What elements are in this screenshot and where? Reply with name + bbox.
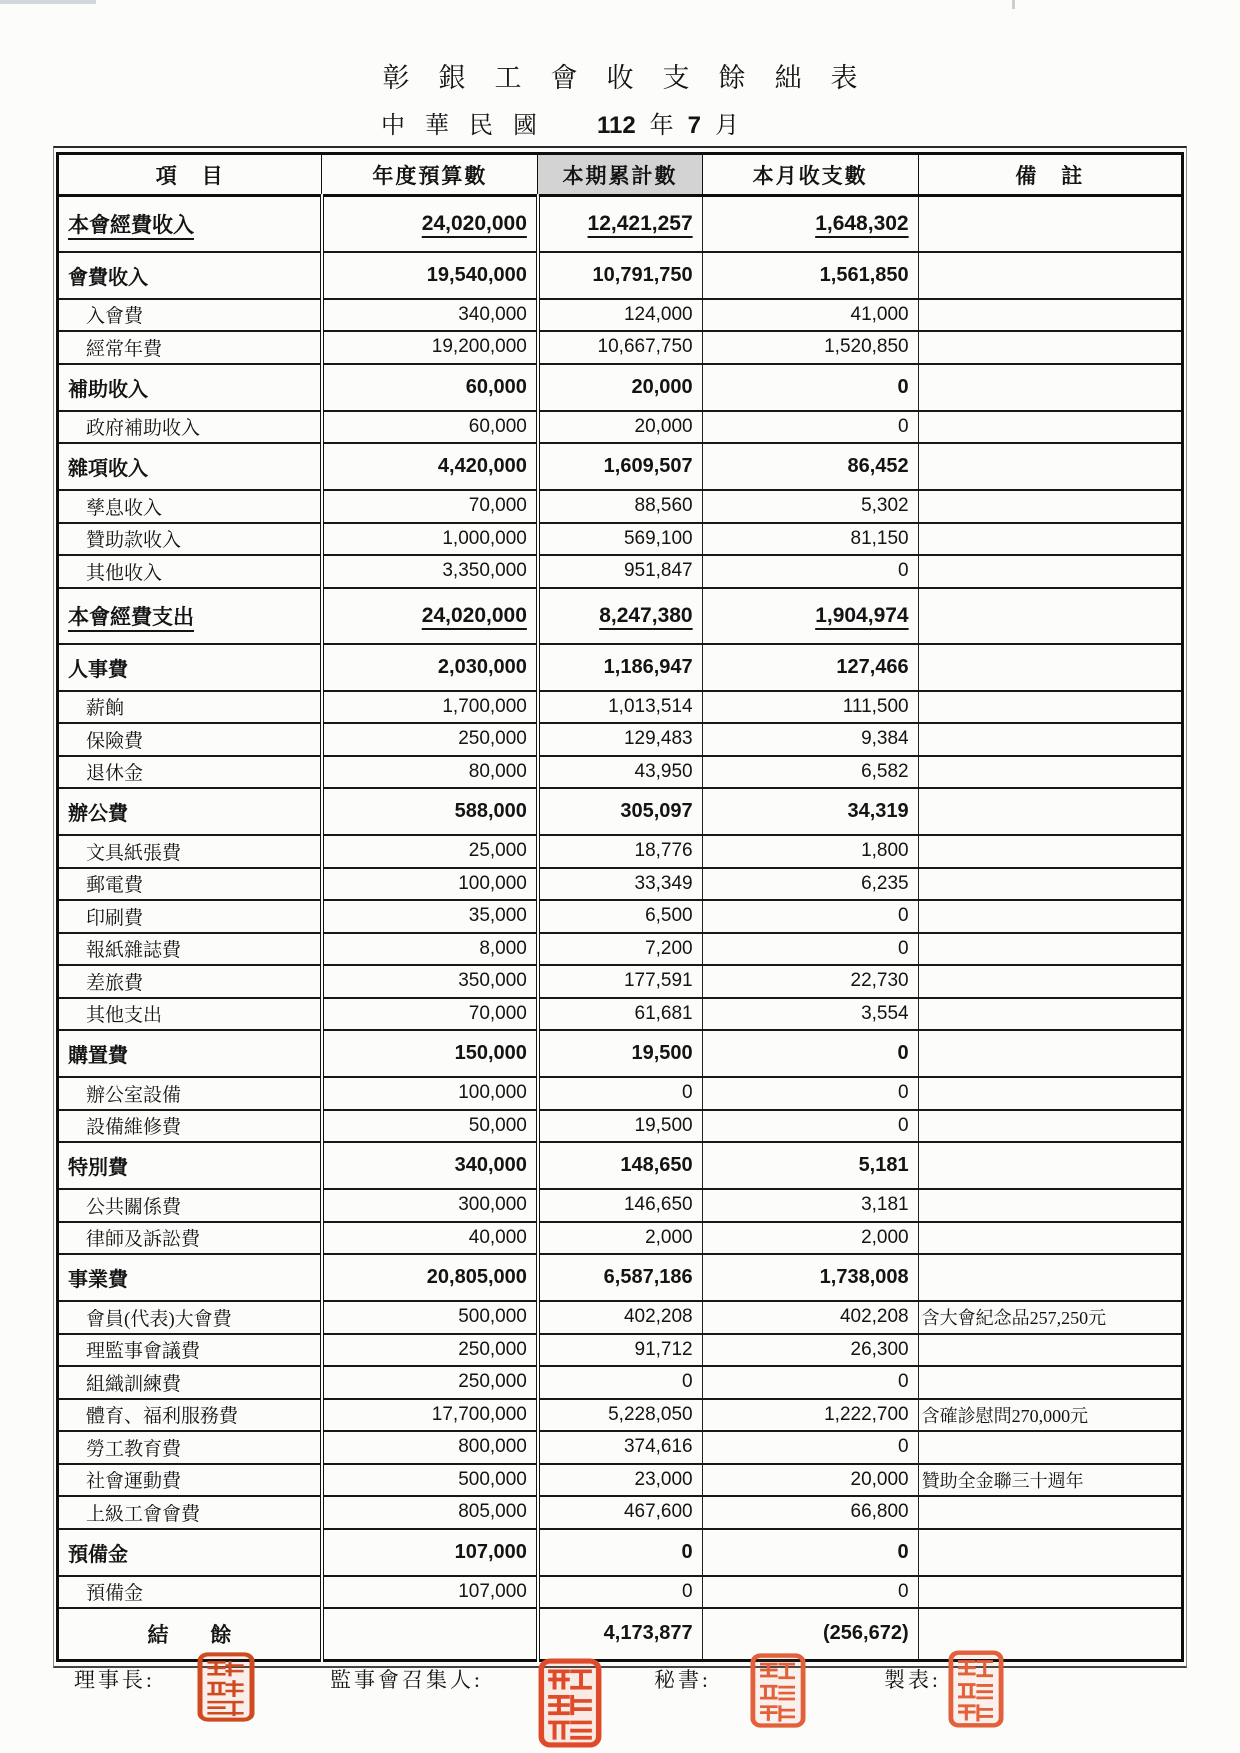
row-annual-budget: 70,000 (322, 490, 538, 523)
row-period-cumulative: 20,000 (538, 364, 702, 411)
row-month-amount: 1,520,850 (702, 331, 918, 364)
row-item-label: 印刷費 (58, 900, 322, 933)
row-item-label: 經常年費 (58, 331, 322, 364)
table-row (58, 1030, 1183, 1077)
row-annual-budget: 4,420,000 (322, 443, 538, 490)
table-row (58, 933, 1183, 966)
row-period-cumulative: 91,712 (538, 1334, 702, 1367)
table-row (58, 756, 1183, 789)
row-month-amount: 0 (702, 1529, 918, 1576)
row-period-cumulative: 10,667,750 (538, 331, 702, 364)
row-annual-budget: 60,000 (322, 411, 538, 444)
row-period-cumulative: 374,616 (538, 1431, 702, 1464)
row-month-amount: 34,319 (702, 788, 918, 835)
row-item-label: 勞工教育費 (58, 1431, 322, 1464)
row-month-amount: 0 (702, 1576, 918, 1609)
row-month-amount: 0 (702, 1077, 918, 1110)
row-remark (918, 933, 1182, 966)
row-item-label: 補助收入 (58, 364, 322, 411)
row-remark (918, 555, 1182, 588)
row-month-amount: 6,235 (702, 868, 918, 901)
row-annual-budget: 25,000 (322, 835, 538, 868)
table-row (58, 252, 1183, 299)
row-period-cumulative: 12,421,257 (538, 196, 702, 252)
table-row (58, 1254, 1183, 1301)
row-period-cumulative: 43,950 (538, 756, 702, 789)
row-item-label: 退休金 (58, 756, 322, 789)
table-row (58, 588, 1183, 644)
row-period-cumulative: 23,000 (538, 1464, 702, 1497)
row-annual-budget: 1,700,000 (322, 691, 538, 724)
row-month-amount: 0 (702, 411, 918, 444)
table-row (58, 1496, 1183, 1529)
table-row (58, 965, 1183, 998)
row-month-amount: 20,000 (702, 1464, 918, 1497)
row-item-label: 孳息收入 (58, 490, 322, 523)
row-remark (918, 1030, 1182, 1077)
row-period-cumulative: 1,609,507 (538, 443, 702, 490)
row-month-amount: 22,730 (702, 965, 918, 998)
row-item-label: 事業費 (58, 1254, 322, 1301)
row-period-cumulative: 2,000 (538, 1222, 702, 1255)
table-row (58, 1529, 1183, 1576)
page-title: 彰銀工會收支餘絀表 (382, 63, 887, 93)
table-row (58, 1431, 1183, 1464)
month-value: 7 (687, 112, 702, 139)
row-remark (918, 196, 1182, 252)
secretary-seal-stamp (750, 1653, 806, 1728)
row-period-cumulative: 0 (538, 1366, 702, 1399)
row-item-label: 辦公室設備 (58, 1077, 322, 1110)
row-item-label: 雜項收入 (58, 443, 322, 490)
table-row (58, 331, 1183, 364)
table-row (58, 1110, 1183, 1143)
row-period-cumulative: 18,776 (538, 835, 702, 868)
preparer-label: 製表: (884, 1668, 941, 1692)
table-header-row (58, 154, 1183, 196)
row-remark: 含大會紀念品257,250元 (918, 1301, 1182, 1334)
row-item-label: 公共關係費 (58, 1189, 322, 1222)
row-month-amount: 0 (702, 1431, 918, 1464)
row-annual-budget: 100,000 (322, 868, 538, 901)
row-item-label: 差旅費 (58, 965, 322, 998)
row-month-amount: 66,800 (702, 1496, 918, 1529)
row-annual-budget: 250,000 (322, 723, 538, 756)
row-period-cumulative: 146,650 (538, 1189, 702, 1222)
row-period-cumulative: 951,847 (538, 555, 702, 588)
row-period-cumulative: 569,100 (538, 523, 702, 556)
row-item-label: 其他收入 (58, 555, 322, 588)
row-remark (918, 868, 1182, 901)
scan-artifact (0, 0, 96, 4)
row-annual-budget: 588,000 (322, 788, 538, 835)
row-item-label: 本會經費支出 (58, 588, 322, 644)
table-row (58, 1222, 1183, 1255)
row-annual-budget: 8,000 (322, 933, 538, 966)
row-annual-budget: 40,000 (322, 1222, 538, 1255)
row-annual-budget: 500,000 (322, 1301, 538, 1334)
row-period-cumulative: 20,000 (538, 411, 702, 444)
row-month-amount: 3,554 (702, 998, 918, 1031)
row-month-amount: 127,466 (702, 644, 918, 691)
row-month-amount: 111,500 (702, 691, 918, 724)
row-remark (918, 788, 1182, 835)
row-remark (918, 1222, 1182, 1255)
row-annual-budget: 19,540,000 (322, 252, 538, 299)
row-annual-budget: 60,000 (322, 364, 538, 411)
row-remark (918, 364, 1182, 411)
row-period-cumulative: 0 (538, 1529, 702, 1576)
row-period-cumulative: 0 (538, 1576, 702, 1609)
table-row (58, 644, 1183, 691)
row-remark: 含確診慰問270,000元 (918, 1399, 1182, 1432)
row-period-cumulative: 129,483 (538, 723, 702, 756)
table-row (58, 411, 1183, 444)
row-remark (918, 900, 1182, 933)
row-annual-budget: 107,000 (322, 1529, 538, 1576)
row-remark (918, 965, 1182, 998)
table-row (58, 1189, 1183, 1222)
table-row (58, 1334, 1183, 1367)
row-month-amount: 26,300 (702, 1334, 918, 1367)
row-item-label: 體育、福利服務費 (58, 1399, 322, 1432)
month-unit: 月 (715, 113, 740, 139)
row-annual-budget: 300,000 (322, 1189, 538, 1222)
row-annual-budget: 20,805,000 (322, 1254, 538, 1301)
row-item-label: 會員(代表)大會費 (58, 1301, 322, 1334)
header-remarks: 備 註 (918, 154, 1182, 196)
row-period-cumulative: 10,791,750 (538, 252, 702, 299)
row-month-amount: 5,181 (702, 1142, 918, 1189)
row-remark (918, 299, 1182, 332)
signature-row (0, 1648, 1240, 1753)
row-period-cumulative: 1,186,947 (538, 644, 702, 691)
row-period-cumulative: 33,349 (538, 868, 702, 901)
row-month-amount: 9,384 (702, 723, 918, 756)
header-item: 項 目 (58, 154, 322, 196)
row-item-label: 上級工會會費 (58, 1496, 322, 1529)
row-remark (918, 1334, 1182, 1367)
row-month-amount: 3,181 (702, 1189, 918, 1222)
row-remark (918, 723, 1182, 756)
row-annual-budget: 500,000 (322, 1464, 538, 1497)
header-month-amount: 本月收支數 (702, 154, 918, 196)
row-item-label: 組織訓練費 (58, 1366, 322, 1399)
row-remark (918, 331, 1182, 364)
row-annual-budget: 80,000 (322, 756, 538, 789)
year-unit: 年 (649, 113, 674, 139)
row-annual-budget: 24,020,000 (322, 588, 538, 644)
row-month-amount: 0 (702, 1110, 918, 1143)
row-remark (918, 1431, 1182, 1464)
table-row (58, 523, 1183, 556)
chairman-seal-stamp (197, 1652, 255, 1722)
row-remark (918, 644, 1182, 691)
row-item-label: 人事費 (58, 644, 322, 691)
row-annual-budget: 250,000 (322, 1334, 538, 1367)
row-period-cumulative: 402,208 (538, 1301, 702, 1334)
scan-artifact (1012, 0, 1015, 9)
row-period-cumulative: 61,681 (538, 998, 702, 1031)
row-item-label: 社會運動費 (58, 1464, 322, 1497)
row-month-amount: 1,738,008 (702, 1254, 918, 1301)
row-item-label: 設備維修費 (58, 1110, 322, 1143)
table-row (58, 1399, 1183, 1432)
row-item-label: 文具紙張費 (58, 835, 322, 868)
row-period-cumulative: 6,500 (538, 900, 702, 933)
row-month-amount: 0 (702, 1366, 918, 1399)
table-row (58, 998, 1183, 1031)
table-row (58, 1142, 1183, 1189)
row-item-label: 理監事會議費 (58, 1334, 322, 1367)
preparer-seal-stamp (948, 1650, 1004, 1728)
row-annual-budget: 19,200,000 (322, 331, 538, 364)
row-remark (918, 490, 1182, 523)
row-annual-budget: 1,000,000 (322, 523, 538, 556)
table-row (58, 835, 1183, 868)
era-label: 中華民國 (380, 113, 557, 139)
table-row (58, 900, 1183, 933)
row-period-cumulative: 1,013,514 (538, 691, 702, 724)
row-month-amount: 6,582 (702, 756, 918, 789)
row-month-amount: 81,150 (702, 523, 918, 556)
row-month-amount: 5,302 (702, 490, 918, 523)
table-row (58, 1366, 1183, 1399)
table-row (58, 1464, 1183, 1497)
row-remark (918, 252, 1182, 299)
table-row (58, 1077, 1183, 1110)
row-annual-budget: 800,000 (322, 1431, 538, 1464)
row-annual-budget: 107,000 (322, 1576, 538, 1609)
row-remark (918, 523, 1182, 556)
row-annual-budget: 340,000 (322, 1142, 538, 1189)
row-item-label: 辦公費 (58, 788, 322, 835)
row-remark (918, 1254, 1182, 1301)
row-item-label: 入會費 (58, 299, 322, 332)
row-remark (918, 756, 1182, 789)
budget-table-frame (53, 146, 1187, 1668)
header-period-cumulative: 本期累計數 (538, 154, 702, 196)
table-row (58, 555, 1183, 588)
row-period-cumulative: 124,000 (538, 299, 702, 332)
row-month-amount: 0 (702, 900, 918, 933)
table-row (58, 691, 1183, 724)
row-annual-budget: 100,000 (322, 1077, 538, 1110)
row-month-amount: 1,800 (702, 835, 918, 868)
row-remark (918, 1189, 1182, 1222)
row-item-label: 郵電費 (58, 868, 322, 901)
row-remark (918, 1576, 1182, 1609)
secretary-label: 秘書: (654, 1668, 711, 1692)
row-item-label: 結 餘 (58, 1608, 322, 1660)
row-remark (918, 1077, 1182, 1110)
row-item-label: 保險費 (58, 723, 322, 756)
row-month-amount: 1,904,974 (702, 588, 918, 644)
header-annual-budget: 年度預算數 (322, 154, 538, 196)
row-item-label: 報紙雜誌費 (58, 933, 322, 966)
row-item-label: 律師及訴訟費 (58, 1222, 322, 1255)
row-annual-budget: 340,000 (322, 299, 538, 332)
row-period-cumulative: 7,200 (538, 933, 702, 966)
row-month-amount: 1,561,850 (702, 252, 918, 299)
row-annual-budget: 3,350,000 (322, 555, 538, 588)
row-month-amount: 41,000 (702, 299, 918, 332)
table-row (58, 1576, 1183, 1609)
table-row (58, 723, 1183, 756)
row-period-cumulative: 19,500 (538, 1110, 702, 1143)
row-month-amount: 2,000 (702, 1222, 918, 1255)
row-month-amount: 0 (702, 364, 918, 411)
row-period-cumulative: 88,560 (538, 490, 702, 523)
row-period-cumulative: 467,600 (538, 1496, 702, 1529)
row-period-cumulative: 305,097 (538, 788, 702, 835)
row-period-cumulative: 19,500 (538, 1030, 702, 1077)
table-row (58, 490, 1183, 523)
row-month-amount: 1,222,700 (702, 1399, 918, 1432)
row-period-cumulative: 8,247,380 (538, 588, 702, 644)
table-row (58, 1301, 1183, 1334)
row-period-cumulative: 148,650 (538, 1142, 702, 1189)
row-item-label: 其他支出 (58, 998, 322, 1031)
row-remark (918, 998, 1182, 1031)
budget-table-body (58, 196, 1183, 1661)
row-remark (918, 411, 1182, 444)
supervisor-convener-label: 監事會召集人: (330, 1668, 483, 1692)
row-month-amount: (256,672) (702, 1608, 918, 1660)
row-month-amount: 0 (702, 933, 918, 966)
row-remark (918, 588, 1182, 644)
row-annual-budget: 50,000 (322, 1110, 538, 1143)
row-annual-budget: 805,000 (322, 1496, 538, 1529)
row-period-cumulative: 177,591 (538, 965, 702, 998)
row-month-amount: 402,208 (702, 1301, 918, 1334)
row-annual-budget: 150,000 (322, 1030, 538, 1077)
row-annual-budget: 250,000 (322, 1366, 538, 1399)
table-row (58, 299, 1183, 332)
row-annual-budget: 24,020,000 (322, 196, 538, 252)
row-item-label: 預備金 (58, 1576, 322, 1609)
row-remark (918, 1110, 1182, 1143)
budget-table (56, 152, 1184, 1662)
table-row (58, 196, 1183, 252)
row-remark (918, 443, 1182, 490)
row-annual-budget: 35,000 (322, 900, 538, 933)
row-remark (918, 1529, 1182, 1576)
row-remark (918, 1366, 1182, 1399)
row-remark (918, 1496, 1182, 1529)
row-item-label: 會費收入 (58, 252, 322, 299)
row-annual-budget: 350,000 (322, 965, 538, 998)
row-item-label: 薪餉 (58, 691, 322, 724)
row-period-cumulative: 6,587,186 (538, 1254, 702, 1301)
table-row (58, 788, 1183, 835)
row-period-cumulative: 5,228,050 (538, 1399, 702, 1432)
row-annual-budget: 2,030,000 (322, 644, 538, 691)
row-month-amount: 0 (702, 1030, 918, 1077)
row-item-label: 特別費 (58, 1142, 322, 1189)
row-period-cumulative: 4,173,877 (538, 1608, 702, 1660)
row-item-label: 購置費 (58, 1030, 322, 1077)
document-date (0, 105, 1182, 140)
row-annual-budget: 17,700,000 (322, 1399, 538, 1432)
row-remark: 贊助全金聯三十週年 (918, 1464, 1182, 1497)
row-remark (918, 691, 1182, 724)
row-item-label: 贊助款收入 (58, 523, 322, 556)
table-row (58, 868, 1183, 901)
row-remark (918, 1142, 1182, 1189)
table-row (58, 443, 1183, 490)
row-item-label: 預備金 (58, 1529, 322, 1576)
supervisor-convener-seal-stamp (538, 1658, 602, 1748)
row-item-label: 政府補助收入 (58, 411, 322, 444)
row-month-amount: 86,452 (702, 443, 918, 490)
row-remark (918, 835, 1182, 868)
table-row (58, 364, 1183, 411)
chairman-label: 理事長: (74, 1668, 155, 1692)
row-month-amount: 0 (702, 555, 918, 588)
row-annual-budget: 70,000 (322, 998, 538, 1031)
row-period-cumulative: 0 (538, 1077, 702, 1110)
row-item-label: 本會經費收入 (58, 196, 322, 252)
year-value: 112 (596, 112, 636, 139)
row-month-amount: 1,648,302 (702, 196, 918, 252)
